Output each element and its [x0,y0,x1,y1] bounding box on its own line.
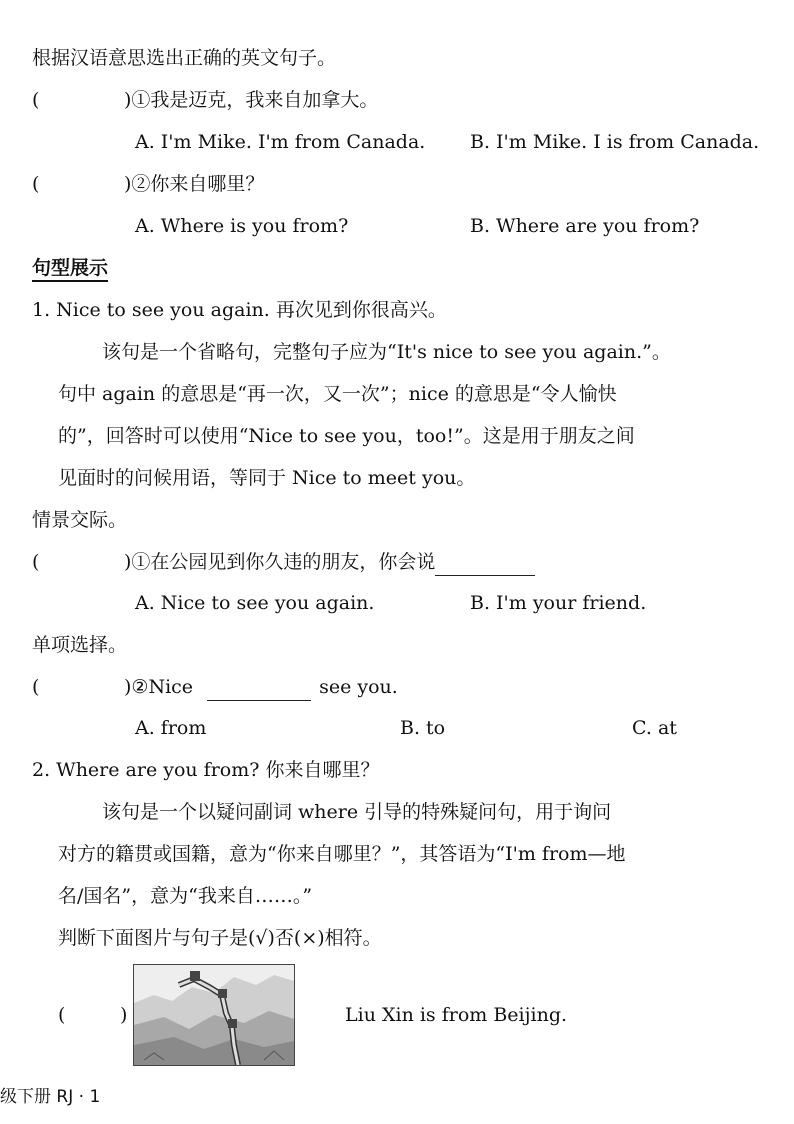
instruction-text: 根据汉语意思选出正确的英文句子。 [32,47,337,69]
option-a[interactable]: A. Where is you from? [135,215,349,237]
question-prompt-post: see you. [319,676,398,698]
option-b[interactable]: B. I'm your friend. [470,592,647,614]
exercise-question-2 [32,674,398,701]
option-a[interactable]: A. Nice to see you again. [135,592,375,614]
exercise-label: 判断下面图片与句子是(√)否(×)相符。 [58,927,382,949]
answer-blank[interactable] [435,549,535,576]
option-b[interactable]: B. Where are you from? [470,215,700,237]
question-2 [32,171,264,197]
explanation-line: 句中 again 的意思是“再一次，又一次”；nice 的意思是“令人愉快 [58,383,617,405]
answer-paren-open[interactable]: ( [32,89,40,111]
explanation-line: 对方的籍贯或国籍，意为“你来自哪里？”，其答语为“I'm from—地 [58,843,626,865]
answer-paren-open[interactable]: ( [32,676,40,698]
judge-sentence: Liu Xin is from Beijing. [345,1004,568,1026]
point-2-heading: 2. Where are you from? 你来自哪里？ [32,759,380,781]
answer-paren-close: ) [124,89,132,111]
page-footer: 级下册 RJ · 1 [0,1087,101,1107]
option-a[interactable]: A. I'm Mike. I'm from Canada. [135,131,426,153]
exercise-question-1 [32,549,535,576]
question-prompt: ①我是迈克，我来自加拿大。 [131,89,379,111]
great-wall-illustration [134,965,294,1065]
question-prompt: ②你来自哪里？ [131,173,265,195]
answer-blank[interactable] [207,674,311,701]
judge-question [58,1002,127,1028]
answer-paren-close: ) [124,676,132,698]
explanation-line: 该句是一个以疑问副词 where 引导的特殊疑问句，用于询问 [102,801,612,823]
great-wall-image [133,964,295,1066]
option-b[interactable]: B. to [400,717,446,739]
explanation-line: 的”，回答时可以使用“Nice to see you，too!”。这是用于朋友之间 [58,425,635,447]
option-b[interactable]: B. I'm Mike. I is from Canada. [470,131,760,153]
question-prompt: ①在公园见到你久违的朋友，你会说 [131,551,436,573]
explanation-line: 见面时的问候用语，等同于 Nice to meet you。 [58,467,476,489]
point-1-heading: 1. Nice to see you again. 再次见到你很高兴。 [32,299,447,321]
answer-paren-close: ) [124,551,132,573]
option-c[interactable]: C. at [632,717,677,739]
answer-paren-open[interactable]: ( [32,551,40,573]
section-title: 句型展示 [32,255,108,281]
answer-paren-open[interactable]: ( [58,1004,66,1026]
exercise-label: 单项选择。 [32,634,128,656]
question-1 [32,87,378,113]
explanation-line: 名/国名”，意为“我来自……。” [58,885,313,907]
question-prompt-pre: ②Nice [131,676,194,698]
answer-paren-close: ) [120,1004,128,1026]
explanation-line: 该句是一个省略句，完整句子应为“It's nice to see you again.”。 [102,341,671,363]
option-a[interactable]: A. from [135,717,207,739]
answer-paren-close: ) [124,173,132,195]
exercise-label: 情景交际。 [32,509,128,531]
answer-paren-open[interactable]: ( [32,173,40,195]
